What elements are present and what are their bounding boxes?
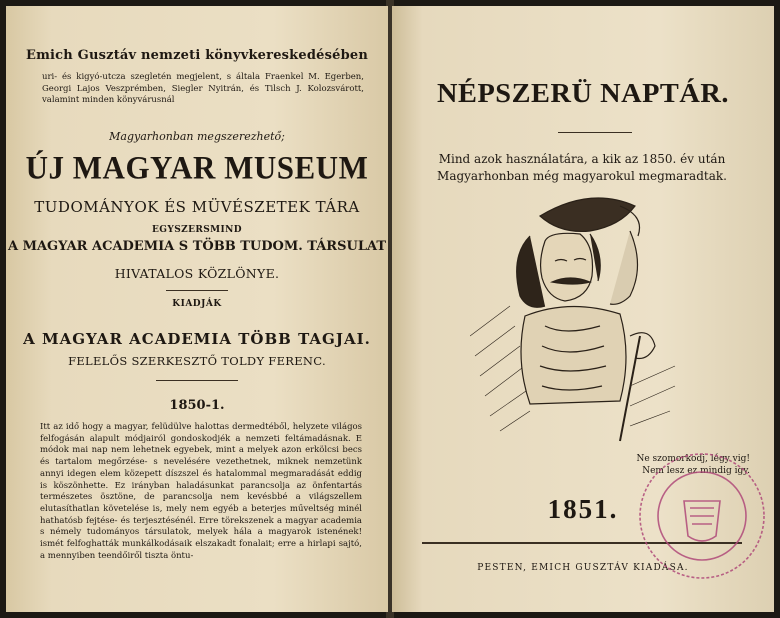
- year-range: 1850-1.: [169, 398, 225, 413]
- museum-subtitle: TUDOMÁNYOK ÉS MÜVÉSZETEK TÁRA: [34, 198, 360, 216]
- museum-title: ÚJ MAGYAR MUSEUM: [25, 149, 369, 186]
- published-by-label: KIADJÁK: [172, 299, 222, 309]
- motto-line-1: Ne szomorkodj, légy vig!: [636, 454, 750, 464]
- editor-line: FELELŐS SZERKESZTŐ TOLDY FERENC.: [68, 354, 326, 368]
- body-text: Itt az idő hogy a magyar, felüdülve halottas dermedtéből, helyzete világos felfogásán alapult módjairól gondoskodjék a nemzeti feltámadásnak. E módok mai nap nem lehetnek egyebek, mint a melyek azon erkölcsi becs és tartalom megőrzése- s nevelésére vezethetnek, miknek nemzetünk annyi idegen elem közepett díszszel és hatalommal megmaradását eddig is köszönhette. Ez irányban haladásunkat parancsolja az önfentartás természetes ösztöne, de parancsolja nem kevésbbé a világszellem elutasíthatlan követelése is, mely nem egyéb a beterjes műveltség minél hathatósb fejtése- és terjesztésénél. Erre törekszenek a magyar academia s némely tudományos társulatok, melyek hála a magyarok istenének! ismét felfoghatták munkálkodásaik elszakadt fonalait; erre a hirlapi sajtó, a mennyiben teendőiről tiszta öntu-: [40, 422, 362, 561]
- left-page: [6, 6, 388, 612]
- also-line: EGYSZERSMIND: [152, 225, 242, 235]
- motto-line-2: Nem lesz ez mindig igy.: [642, 466, 750, 476]
- imprint: PESTEN, EMICH GUSZTÁV KIADÁSA.: [477, 563, 689, 573]
- calendar-title: NÉPSZERÜ NAPTÁR.: [437, 78, 729, 108]
- official-organ-line: HIVATALOS KÖZLÖNYE.: [114, 266, 280, 281]
- divider-rule: [166, 290, 228, 291]
- academy-line: A MAGYAR ACADEMIA S TÖBB TUDOM. TÁRSULAT: [7, 239, 387, 254]
- availability-line: Magyarhonban megszerezhető;: [109, 130, 285, 143]
- hussar-illustration: [470, 186, 680, 446]
- members-line: A MAGYAR ACADEMIA TÖBB TAGJAI.: [23, 330, 371, 348]
- library-stamp: [632, 446, 772, 586]
- calendar-subtitle: Mind azok használatára, a kik az 1850. év után Magyarhonban még magyarokul megmaradtak.: [437, 152, 727, 183]
- divider-rule: [156, 380, 238, 381]
- intro-text: uri- és kigyó-utcza szegletén megjelent, s általa Fraenkel M. Egerben, Georgi Lajos Veszprémben, Siegler Nyitrán, és Tilsch J. Kolozsvárott, valamint minden könyvárusnál: [42, 72, 364, 105]
- right-page: [392, 6, 774, 612]
- calendar-year: 1851.: [547, 494, 619, 524]
- publisher-heading: Emich Gusztáv nemzeti könyvkereskedésében: [25, 48, 369, 63]
- divider-rule: [558, 132, 632, 133]
